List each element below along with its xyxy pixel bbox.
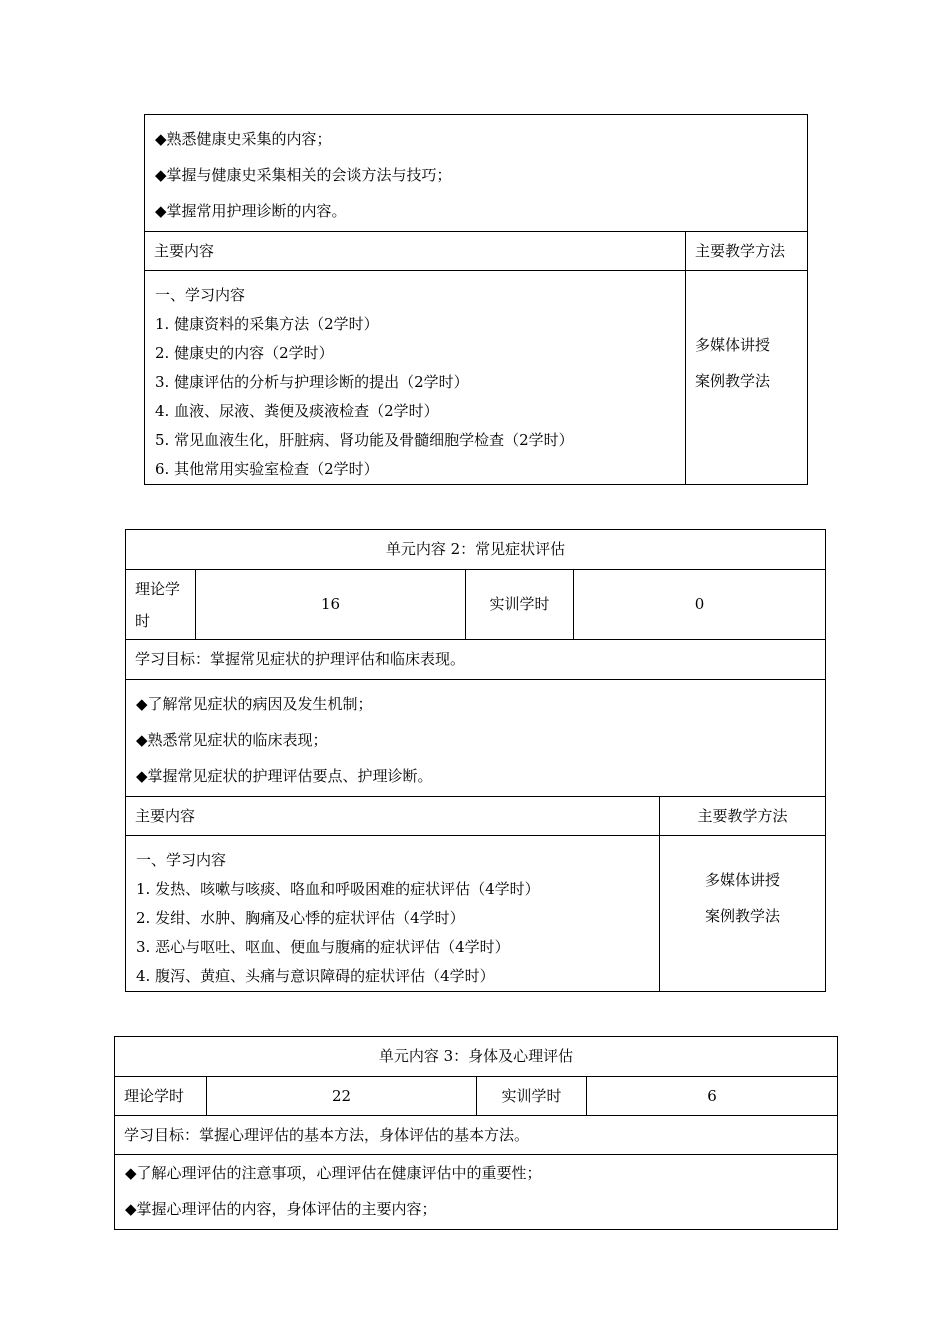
goal-item: ◆了解心理评估的注意事项，心理评估在健康评估中的重要性； (125, 1164, 542, 1182)
content-item: 3. 健康评估的分析与护理诊断的提出（2学时） (155, 373, 469, 391)
method-header: 主要教学方法 (660, 797, 826, 836)
theory-hours-value: 16 (196, 570, 466, 640)
unit2-methods (660, 836, 826, 992)
content-item: 2. 发绀、水肿、胸痛及心悸的症状评估（4学时） (136, 909, 465, 927)
unit1-table (144, 114, 808, 485)
goal-item: ◆熟悉健康史采集的内容； (155, 130, 332, 148)
content-item: 5. 常见血液生化，肝脏病、肾功能及骨髓细胞学检查（2学时） (155, 431, 574, 449)
learning-objective: 学习目标：掌握常见症状的护理评估和临床表现。 (126, 640, 826, 680)
practice-hours-label: 实训学时 (477, 1077, 587, 1116)
content-item: 1. 健康资料的采集方法（2学时） (155, 315, 379, 333)
content-item: 4. 血液、尿液、粪便及痰液检查（2学时） (155, 402, 439, 420)
unit-title: 单元内容 3：身体及心理评估 (115, 1037, 838, 1077)
unit2-content (126, 836, 660, 992)
practice-hours-value: 6 (587, 1077, 838, 1116)
unit2-table (125, 529, 826, 992)
goal-item: ◆掌握常见症状的护理评估要点、护理诊断。 (136, 767, 433, 785)
content-item: 6. 其他常用实验室检查（2学时） (155, 460, 379, 478)
unit3-goals (115, 1155, 838, 1230)
method-item: 案例教学法 (695, 372, 771, 390)
content-item: 4. 腹泻、黄疸、头痛与意识障碍的症状评估（4学时） (136, 967, 495, 985)
method-item: 多媒体讲授 (695, 336, 771, 354)
method-item: 案例教学法 (705, 907, 781, 925)
theory-hours-value: 22 (207, 1077, 477, 1116)
goal-item: ◆掌握心理评估的内容，身体评估的主要内容； (125, 1200, 437, 1218)
practice-hours-value: 0 (574, 570, 826, 640)
unit-title: 单元内容 2：常见症状评估 (126, 530, 826, 570)
unit1-methods (686, 271, 808, 485)
goal-item: ◆掌握常用护理诊断的内容。 (155, 202, 347, 220)
unit1-content (145, 271, 686, 485)
unit3-table (114, 1036, 838, 1230)
learning-objective: 学习目标：掌握心理评估的基本方法，身体评估的基本方法。 (115, 1116, 838, 1155)
content-header: 主要内容 (145, 232, 686, 271)
content-item: 2. 健康史的内容（2学时） (155, 344, 334, 362)
unit2-goals (126, 680, 826, 797)
content-title: 一、学习内容 (136, 851, 227, 869)
goal-item: ◆了解常见症状的病因及发生机制； (136, 695, 373, 713)
unit1-goals (145, 115, 808, 232)
content-title: 一、学习内容 (155, 286, 246, 304)
content-header: 主要内容 (126, 797, 660, 836)
method-header: 主要教学方法 (686, 232, 808, 271)
method-item: 多媒体讲授 (705, 871, 781, 889)
theory-hours-label: 理论学时 (115, 1077, 207, 1116)
goal-item: ◆掌握与健康史采集相关的会谈方法与技巧； (155, 166, 452, 184)
content-item: 1. 发热、咳嗽与咳痰、咯血和呼吸困难的症状评估（4学时） (136, 880, 540, 898)
content-item: 3. 恶心与呕吐、呕血、便血与腹痛的症状评估（4学时） (136, 938, 510, 956)
practice-hours-label: 实训学时 (466, 570, 574, 640)
goal-item: ◆熟悉常见症状的临床表现； (136, 731, 328, 749)
theory-hours-label: 理论学时 (126, 570, 196, 640)
